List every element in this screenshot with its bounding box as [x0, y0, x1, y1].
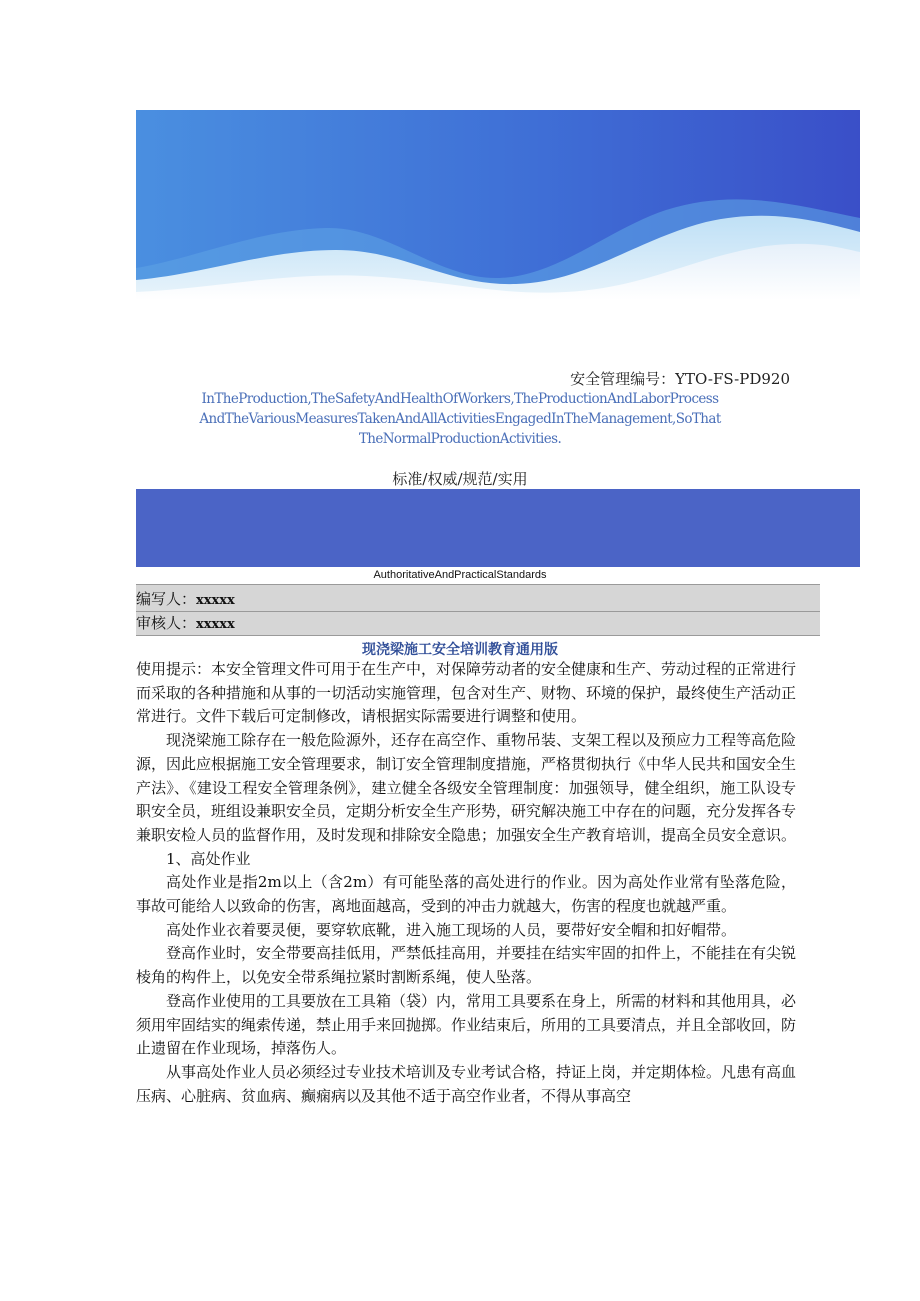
paragraph: 使用提示：本安全管理文件可用于在生产中，对保障劳动者的安全健康和生产、劳动过程的正常进行而采取的各种措施和从事的一切活动实施管理，包含对生产、财物、环境的保护，最终使生产活动正常进行。文件下载后可定制修改，请根据实际需要进行调整和使用。: [136, 660, 797, 726]
divider: [136, 635, 820, 636]
divider: [136, 611, 820, 612]
author-row: [136, 587, 235, 611]
subtitle-line: TheNormalProductionActivities.: [358, 431, 562, 447]
document-code: 安全管理编号：YTO-FS-PD920: [570, 370, 790, 388]
subtitle-line: AndTheVariousMeasuresTakenAndAllActivitiesEngagedInTheManagement,SoThat: [199, 411, 721, 427]
document-title: 现浇梁施工安全培训教育通用版: [362, 642, 558, 658]
blue-band: [136, 489, 860, 567]
tagline: 标准/权威/规范/实用: [392, 470, 528, 488]
paragraph: 高处作业是指2m以上（含2m）有可能坠落的高处进行的作业。因为高处作业常有坠落危险，事故可能给人以致命的伤害，离地面越高，受到的冲击力就越大，伤害的程度也就越严重。: [136, 873, 796, 916]
reviewer-value: xxxxx: [196, 617, 235, 632]
author-value: xxxxx: [196, 593, 235, 608]
divider: [136, 584, 820, 585]
header-wave-banner: [136, 110, 860, 300]
author-label: 编写人：: [136, 590, 197, 608]
reviewer-row: [136, 611, 235, 635]
subtitle-line: InTheProduction,TheSafetyAndHealthOfWorkers,TheProductionAndLaborProcess: [201, 391, 719, 407]
paragraph: 高处作业衣着要灵便，要穿软底靴，进入施工现场的人员，要带好安全帽和扣好帽带。: [166, 920, 737, 939]
wave-graphic: [136, 110, 860, 300]
paragraph: 现浇梁施工除存在一般危险源外，还存在高空作、重物吊装、支架工程以及预应力工程等高危险源，因此应根据施工安全管理要求，制订安全管理制度措施，严格贯彻执行《中华人民共和国安全生产法》、《建设工程安全管理条例》，建立健全各级安全管理制度：加强领导，健全组织，施工队设专职安全员，班组设兼职安全员，定期分析安全生产形势，研究解决施工中存在的问题，充分发挥各专兼职安检人员的监督作用，及时发现和排除安全隐患；加强安全生产教育培训，提高全员安全意识。: [136, 731, 797, 844]
reviewer-label: 审核人：: [136, 614, 197, 632]
paragraph: 从事高处作业人员必须经过专业技术培训及专业考试合格，持证上岗，并定期体检。凡患有高血压病、心脏病、贫血病、癫痫病以及其他不适于高空作业者，不得从事高空: [136, 1062, 797, 1105]
section-heading: 1、高处作业: [166, 849, 251, 868]
band-caption: AuthoritativeAndPracticalStandards: [373, 569, 547, 581]
paragraph: 登高作业时，安全带要高挂低用，严禁低挂高用，并要挂在结实牢固的扣件上，不能挂在有尖锐棱角的构件上，以免安全带系绳拉紧时割断系绳，使人坠落。: [136, 944, 797, 987]
english-subtitle: [136, 389, 784, 449]
document-body: [136, 658, 796, 1108]
author-info-box: [136, 584, 820, 636]
paragraph: 登高作业使用的工具要放在工具箱（袋）内，常用工具要系在身上，所需的材料和其他用具，必须用牢固结实的绳索传递，禁止用手来回抛掷。作业结束后，所用的工具要清点，并且全部收回，防止遗留在作业现场，掉落伤人。: [136, 991, 797, 1058]
